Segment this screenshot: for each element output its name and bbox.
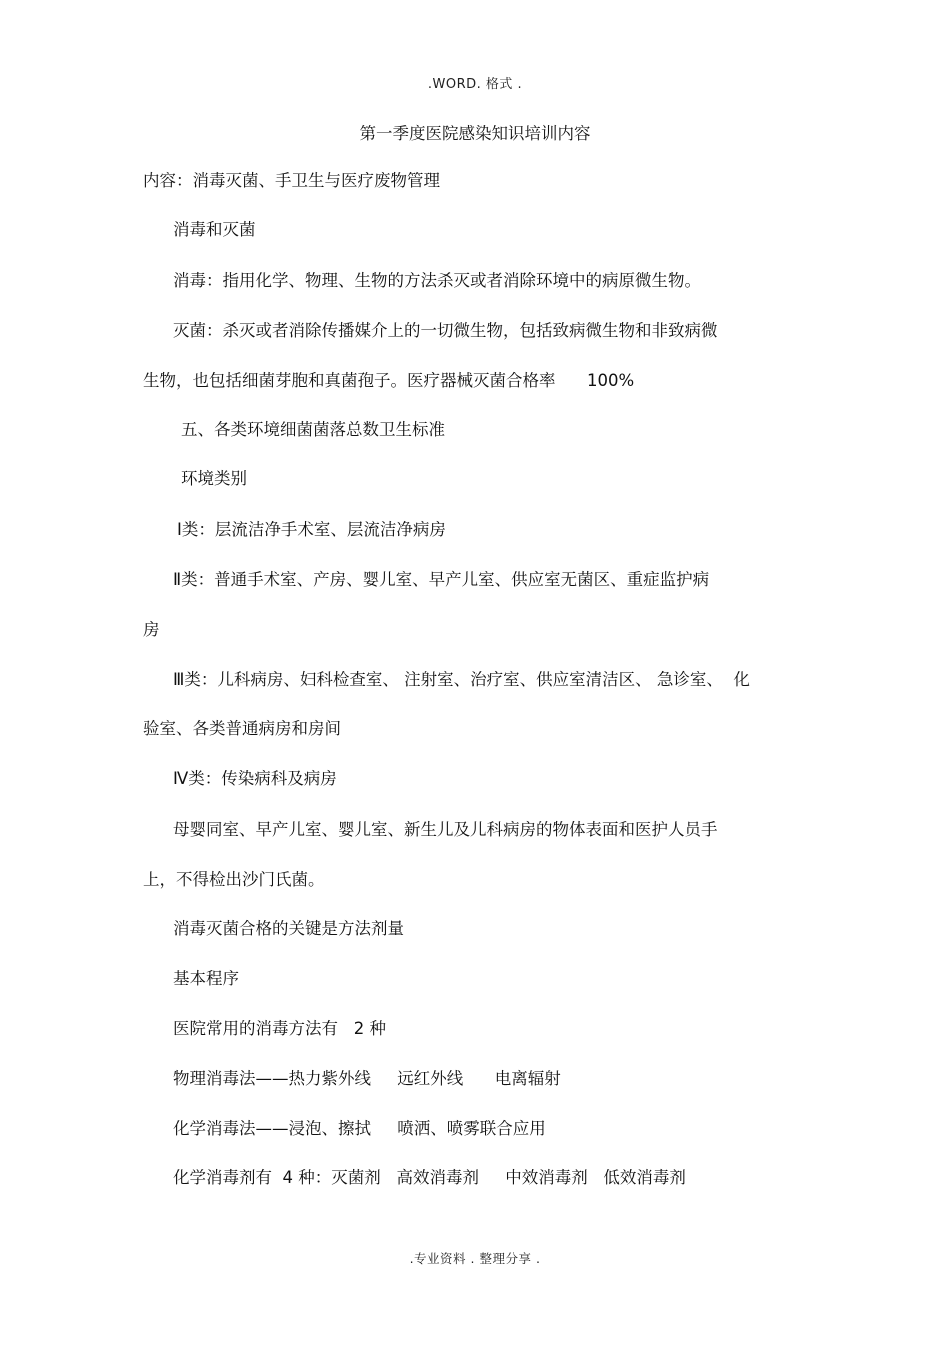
content-line: 医院常用的消毒方法有 2 种 xyxy=(173,1019,386,1038)
content-line: 基本程序 xyxy=(173,969,239,988)
content-line: 上，不得检出沙门氏菌。 xyxy=(143,870,325,889)
content-line: 灭菌：杀灭或者消除传播媒介上的一切微生物，包括致病微生物和非致病微 xyxy=(173,321,718,340)
content-line: Ⅱ类：普通手术室、产房、婴儿室、早产儿室、供应室无菌区、重症监护病 xyxy=(173,570,710,589)
content-line: Ⅲ类：儿科病房、妇科检查室、 注射室、治疗室、供应室清洁区、 急诊室、 化 xyxy=(173,670,750,689)
content-line: 消毒和灭菌 xyxy=(173,220,256,239)
content-line: 物理消毒法——热力紫外线 远红外线 电离辐射 xyxy=(173,1069,561,1088)
content-line: 环境类别 xyxy=(181,469,247,488)
content-line: 消毒：指用化学、物理、生物的方法杀灭或者消除环境中的病原微生物。 xyxy=(173,271,701,290)
content-line: 生物，也包括细菌芽胞和真菌孢子。医疗器械灭菌合格率 100% xyxy=(143,371,635,390)
content-line: Ⅳ类：传染病科及病房 xyxy=(173,769,337,788)
content-line: 五、各类环境细菌菌落总数卫生标准 xyxy=(181,420,445,439)
page-header: .WORD. 格式 . xyxy=(427,77,523,92)
content-line: Ⅰ类：层流洁净手术室、层流洁净病房 xyxy=(177,520,446,539)
page-footer: .专业资料 . 整理分享 . xyxy=(409,1251,541,1266)
content-line: 内容：消毒灭菌、手卫生与医疗废物管理 xyxy=(143,171,440,190)
document-title: 第一季度医院感染知识培训内容 xyxy=(359,124,591,143)
content-line: 房 xyxy=(143,620,160,639)
content-line: 消毒灭菌合格的关键是方法剂量 xyxy=(173,919,404,938)
content-line: 母婴同室、早产儿室、婴儿室、新生儿及儿科病房的物体表面和医护人员手 xyxy=(173,820,718,839)
content-line: 验室、各类普通病房和房间 xyxy=(143,719,341,738)
content-line: 化学消毒剂有 4 种：灭菌剂 高效消毒剂 中效消毒剂 低效消毒剂 xyxy=(173,1168,686,1187)
content-line: 化学消毒法——浸泡、擦拭 喷洒、喷雾联合应用 xyxy=(173,1119,546,1138)
